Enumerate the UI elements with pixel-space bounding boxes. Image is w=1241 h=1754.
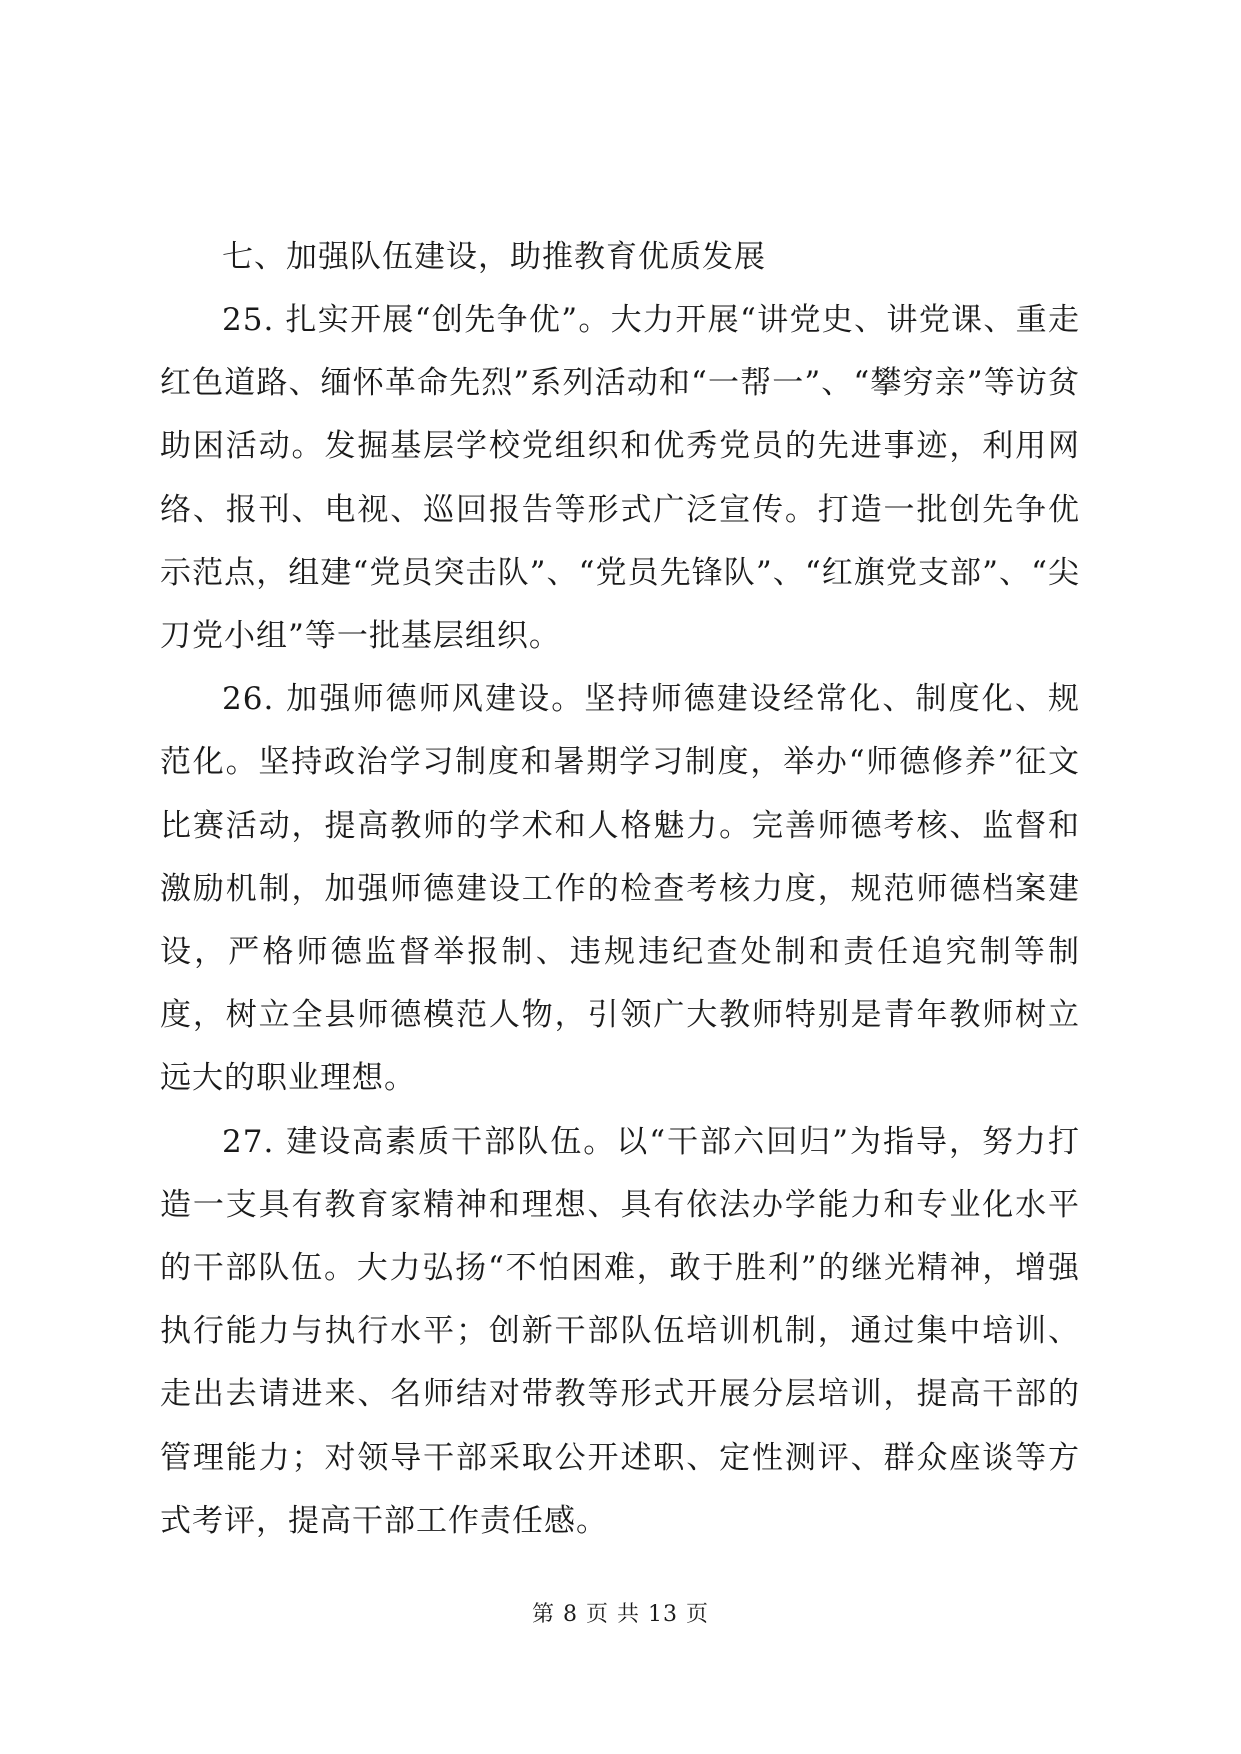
page-number-footer: 第 8 页 共 13 页 <box>532 1602 709 1627</box>
paragraph-26: 26. 加强师德师风建设。坚持师德建设经常化、制度化、规范化。坚持政治学习制度和暑期学习制度，举办“师德修养”征文比赛活动，提高教师的学术和人格魅力。完善师德考核、监督和激励机制，加强师德建设工作的检查考核力度，规范师德档案建设，严格师德监督举报制、违规违纪查处制和责任追究制等制度，树立全县师德模范人物，引领广大教师特别是青年教师树立远大的职业理想。 <box>160 681 1080 1097</box>
paragraph-25: 25. 扎实开展“创先争优”。大力开展“讲党史、讲党课、重走红色道路、缅怀革命先烈”系列活动和“一帮一”、“攀穷亲”等访贫助困活动。发掘基层学校党组织和优秀党员的先进事迹，利用网络、报刊、电视、巡回报告等形式广泛宣传。打造一批创先争优示范点，组建“党员突击队”、“党员先锋队”、“红旗党支部”、“尖刀党小组”等一批基层组织。 <box>160 302 1080 655</box>
paragraph-27: 27. 建设高素质干部队伍。以“干部六回归”为指导，努力打造一支具有教育家精神和理想、具有依法办学能力和专业化水平的干部队伍。大力弘扬“不怕困难，敢于胜利”的继光精神，增强执行能力与执行水平；创新干部队伍培训机制，通过集中培训、走出去请进来、名师结对带教等形式开展分层培训，提高干部的管理能力；对领导干部采取公开述职、定性测评、群众座谈等方式考评，提高干部工作责任感。 <box>160 1123 1080 1539</box>
document-body <box>160 226 1080 1553</box>
section-heading: 七、加强队伍建设，助推教育优质发展 <box>222 239 766 275</box>
